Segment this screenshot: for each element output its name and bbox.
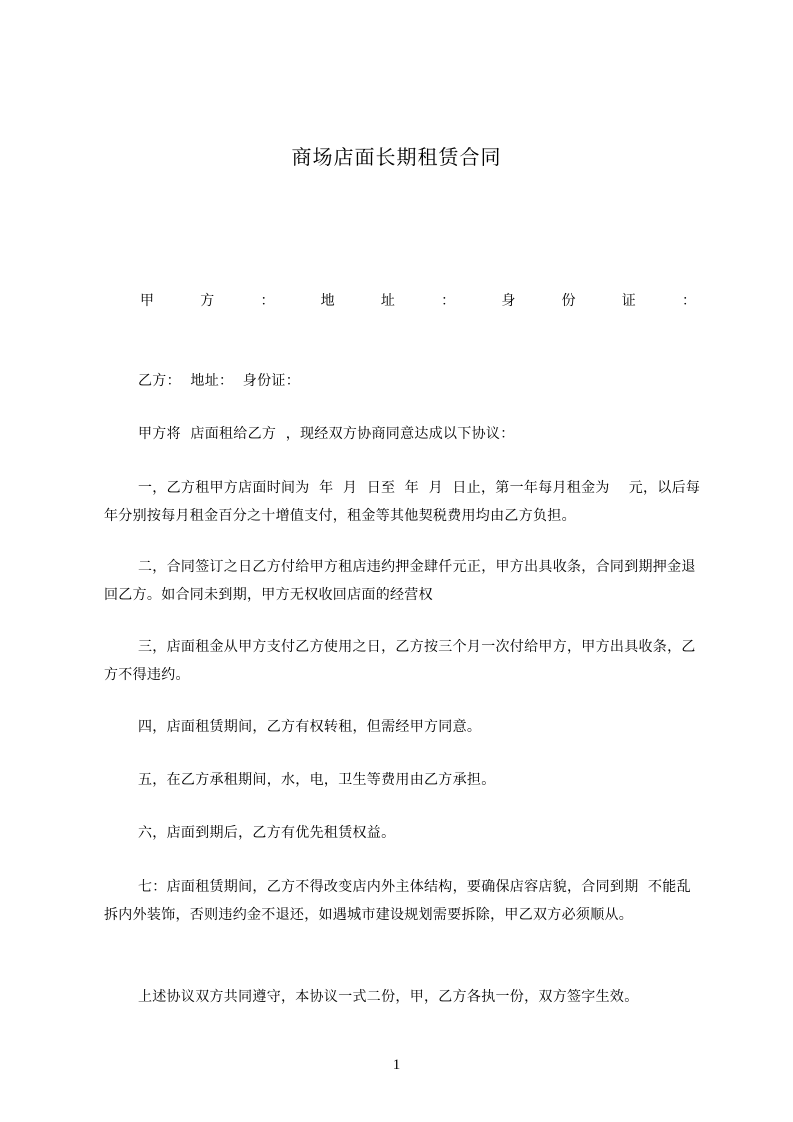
party-a-row <box>140 289 696 313</box>
clause-7: 七：店面租赁期间，乙方不得改变店内外主体结构，要确保店容店貌，合同到期 不能乱拆内外装饰，否则违约金不退还，如遇城市建设规划需要拆除，甲乙双方必须顺从。 <box>104 879 691 923</box>
id-card-colon: ： <box>681 293 696 309</box>
document-title: 商场店面长期租赁合同 <box>291 145 502 169</box>
party-a-colon: ： <box>260 293 275 309</box>
id-card-char: 身 <box>501 293 516 309</box>
intro-paragraph: 甲方将 店面租给乙方 ，现经双方协商同意达成以下协议： <box>138 426 515 442</box>
page-number: 1 <box>392 1057 401 1073</box>
party-b-line: 乙方： 地址： 身份证： <box>138 373 300 389</box>
closing-paragraph: 上述协议双方共同遵守，本协议一式二份，甲，乙方各执一份，双方签字生效。 <box>138 989 639 1005</box>
party-a-char: 甲 <box>140 293 154 309</box>
party-a-char: 方 <box>200 293 215 309</box>
clause-3: 三，店面租金从甲方支付乙方使用之日，乙方按三个月一次付给甲方，甲方出具收条，乙方不得违约。 <box>104 639 696 683</box>
clause-5: 五，在乙方承租期间，水，电，卫生等费用由乙方承担。 <box>138 772 496 788</box>
id-card-char: 证 <box>621 293 636 309</box>
clause-1: 一，乙方租甲方店面时间为 年 月 日至 年 月 日止，第一年每月租金为 元，以后每年分别按每月租金百分之十增值支付，租金等其他契税费用均由乙方负担。 <box>104 480 701 524</box>
address-char: 地 <box>320 293 335 309</box>
clause-2: 二，合同签订之日乙方付给甲方租店违约押金肆仟元正，甲方出具收条，合同到期押金退回乙方。如合同未到期，甲方无权收回店面的经营权 <box>104 559 696 603</box>
id-card-char: 份 <box>561 293 576 309</box>
clause-6: 六，店面到期后，乙方有优先租赁权益。 <box>138 825 396 841</box>
address-char: 址 <box>380 293 395 309</box>
clause-4: 四，店面租赁期间，乙方有权转租，但需经甲方同意。 <box>138 719 482 735</box>
address-colon: ： <box>441 293 456 309</box>
